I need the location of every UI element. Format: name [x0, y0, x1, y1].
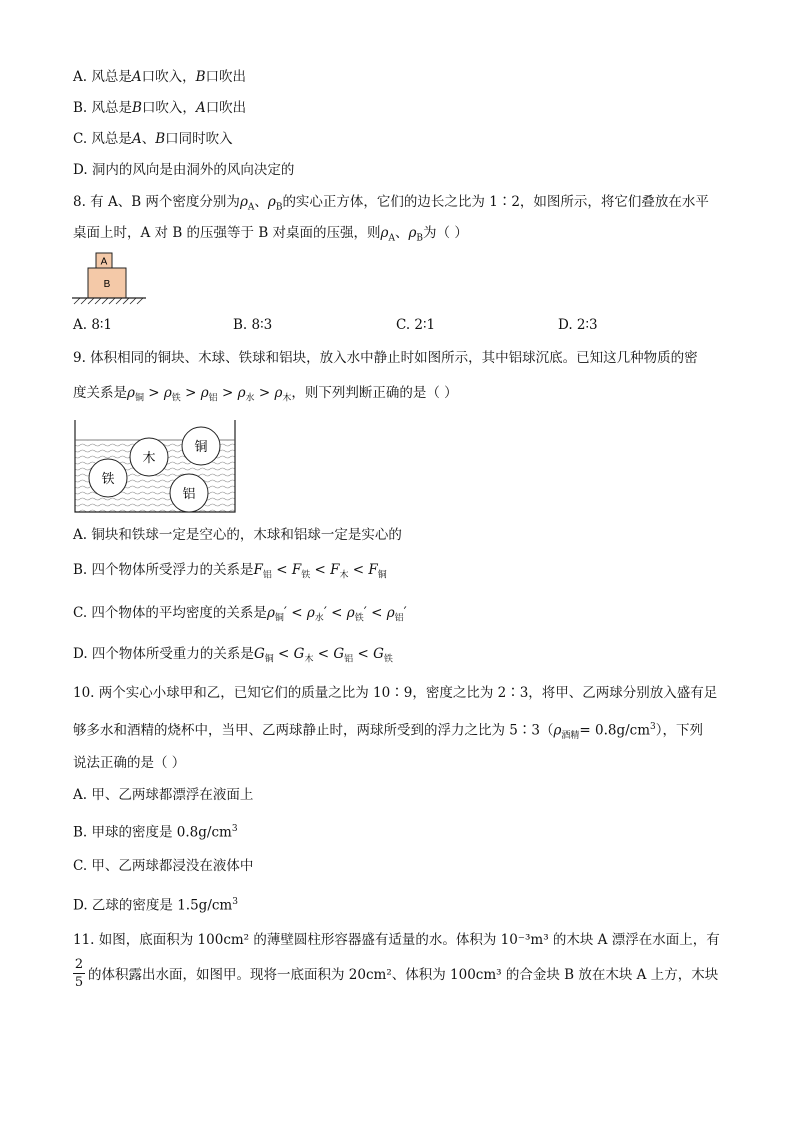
block-a-label: A — [100, 256, 108, 268]
q8-option-c: C. 2∶1 — [396, 317, 436, 333]
block-b-label: B — [103, 279, 111, 290]
q11-stem-line1: 11. 如图，底面积为 100cm² 的薄壁圆柱形容器盛有适量的水。体积为 10⁻³m³ 的木块 A 漂浮在水面上，有 — [73, 932, 720, 948]
q10-stem-line2: 够多水和酒精的烧杯中，当甲、乙两球静止时，两球所受到的浮力之比为 $5∶3(\rho_{酒精}= 0.8g/cm^3)$，下列 — [73, 722, 704, 742]
table-hatch — [74, 298, 143, 304]
q8-option-a: A. 8∶1 — [73, 317, 113, 333]
q9-stem-line2: 度关系是$\rho_铜 > \rho_铁 > \rho_铝 > \rho_水 > \rho_木$，则下列判断正确的是（ ） — [73, 385, 458, 404]
q7-option-a: A. 风总是A口吹入，B口吹出 — [73, 69, 247, 85]
q11-fraction — [73, 957, 85, 990]
fraction-numerator: 2 — [74, 957, 84, 972]
fraction-bar — [73, 973, 85, 974]
ball-aluminum-label: 铝 — [182, 487, 196, 502]
q10-option-c: C. 甲、乙两球都浸没在液体中 — [73, 858, 254, 874]
q9-option-c: C. 四个物体的平均密度的关系是$\rho_铜' < \rho_水' < \rho_铁' < \rho_铝'$ — [73, 605, 407, 624]
q8-option-b: B. 8∶3 — [233, 317, 273, 333]
q9-stem-line1: 9. 体积相同的铜块、木球、铁球和铝块，放入水中静止时如图所示，其中铝球沉底。已知这几种物质的密 — [73, 350, 698, 366]
q9-option-b: B. 四个物体所受浮力的关系是$F_铝 < F_铁 < F_木 < F_铜$ — [73, 562, 387, 581]
q10-stem-line3: 说法正确的是（ ） — [73, 755, 186, 771]
ball-copper-label: 铜 — [194, 440, 208, 455]
fraction-denominator: 5 — [74, 975, 84, 990]
q8-option-d: D. 2∶3 — [558, 317, 598, 333]
q9-option-a: A. 铜块和铁球一定是空心的，木球和铝球一定是实心的 — [73, 527, 402, 543]
q8-stem-line1: 8. 有 A、B 两个密度分别为$\rho_A$、$\rho_B$的实心正方体，它们的边长之比为 1∶2，如图所示，将它们叠放在水平 — [73, 194, 709, 213]
q11-stem-line2: 的体积露出水面，如图甲。现将一底面积为 20cm²、体积为 100cm³ 的合金块 B 放在木块 A 上方，木块 — [88, 967, 719, 983]
q10-option-d: D. 乙球的密度是 $1.5g/cm^3$ — [73, 897, 238, 914]
q10-stem-line1: 10. 两个实心小球甲和乙，已知它们的质量之比为 10∶9，密度之比为 2∶3，将甲、乙两球分别放入盛有足 — [73, 685, 718, 701]
q7-option-d: D. 洞内的风向是由洞外的风向决定的 — [73, 162, 295, 178]
q9-container-figure — [70, 418, 240, 518]
q8-stacked-blocks-figure — [70, 251, 150, 311]
q10-option-a: A. 甲、乙两球都漂浮在液面上 — [73, 787, 254, 803]
q7-option-b: B. 风总是B口吹入，A口吹出 — [73, 100, 247, 116]
q9-option-d: D. 四个物体所受重力的关系是$G_铜 < G_木 < G_铝 < G_铁$ — [73, 646, 393, 665]
ball-iron-label: 铁 — [101, 472, 115, 487]
q8-stem-line2: 桌面上时，A 对 B 的压强等于 B 对桌面的压强，则$\rho_A$、$\rho_B$为（ ） — [73, 225, 468, 244]
ball-wood-label: 木 — [142, 451, 156, 466]
q10-option-b: B. 甲球的密度是 $0.8g/cm^3$ — [73, 824, 238, 841]
q7-option-c: C. 风总是A、B口同时吹入 — [73, 131, 233, 147]
